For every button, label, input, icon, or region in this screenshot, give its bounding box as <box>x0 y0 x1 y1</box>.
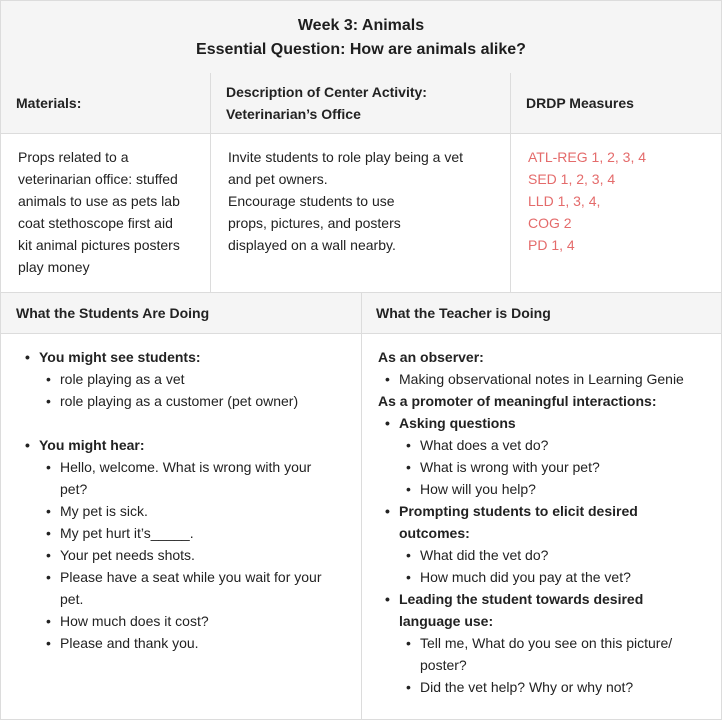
description-line: props, pictures, and posters <box>228 215 401 231</box>
leading-item <box>378 632 718 676</box>
hear-item-line: pet. <box>60 591 84 607</box>
leading-label-line: language use: <box>399 613 494 629</box>
leading-label-line: • Leading the student towards desired <box>399 591 644 607</box>
drdp-measure: SED 1, 2, 3, 4 <box>528 171 616 187</box>
col-divider-3 <box>361 293 362 719</box>
description-line: displayed on a wall nearby. <box>228 237 396 253</box>
see-students-label: • You might see students: <box>17 346 357 368</box>
materials-header-cell <box>1 73 210 133</box>
hear-item: • Please and thank you. <box>17 632 357 654</box>
title-band <box>1 1 721 74</box>
hear-label: • You might hear: <box>17 434 357 456</box>
drdp-measure: ATL-REG 1, 2, 3, 4 <box>528 149 647 165</box>
promoter-label: As a promoter of meaningful interactions: <box>378 393 657 409</box>
materials-line: kit animal pictures posters <box>18 237 180 253</box>
asking-item: • What is wrong with your pet? <box>378 456 718 478</box>
column-header-row <box>1 73 721 134</box>
hear-item: • My pet is sick. <box>17 500 357 522</box>
description-text <box>228 146 463 256</box>
leading-item-line: • Tell me, What do you see on this picture/ <box>420 635 673 651</box>
students-header: What the Students Are Doing <box>16 305 210 321</box>
description-header-line2: Veterinarian’s Office <box>226 106 361 122</box>
drdp-measure: LLD 1, 3, 4, <box>528 193 601 209</box>
prompting-label <box>378 500 718 544</box>
description-line: and pet owners. <box>228 171 328 187</box>
drdp-measure: PD 1, 4 <box>528 237 575 253</box>
materials-line: veterinarian office: stuffed <box>18 171 178 187</box>
hear-item: • My pet hurt it’s_____. <box>17 522 357 544</box>
prompting-item: • How much did you pay at the vet? <box>378 566 718 588</box>
materials-header: Materials: <box>16 95 82 111</box>
hear-item-line: • Please have a seat while you wait for your <box>60 569 322 585</box>
students-section <box>17 346 357 654</box>
description-header-cell <box>211 73 510 133</box>
drdp-header-cell <box>511 73 721 133</box>
see-item: • role playing as a customer (pet owner) <box>17 390 357 412</box>
hear-item-line: • Hello, welcome. What is wrong with your <box>60 459 312 475</box>
asking-item: • How will you help? <box>378 478 718 500</box>
hear-item: • Your pet needs shots. <box>17 544 357 566</box>
description-line: Invite students to role play being a vet <box>228 149 464 165</box>
description-header-line1: Description of Center Activity: <box>226 84 427 100</box>
hear-item <box>17 566 357 610</box>
teacher-section <box>378 346 718 698</box>
hear-item <box>17 456 357 500</box>
asking-questions-label: • Asking questions <box>378 412 718 434</box>
materials-text <box>18 146 180 278</box>
teacher-header: What the Teacher is Doing <box>376 305 551 321</box>
asking-item: • What does a vet do? <box>378 434 718 456</box>
prompting-label-line: outcomes: <box>399 525 470 541</box>
observer-item: • Making observational notes in Learning Genie <box>378 368 718 390</box>
prompting-item: • What did the vet do? <box>378 544 718 566</box>
drdp-measures-list <box>528 146 646 256</box>
hear-item-line: pet? <box>60 481 88 497</box>
materials-line: play money <box>18 259 90 275</box>
essential-question: Essential Question: How are animals alike? <box>196 41 526 58</box>
drdp-measure: COG 2 <box>528 215 572 231</box>
see-item: • role playing as a vet <box>17 368 357 390</box>
materials-line: animals to use as pets lab <box>18 193 180 209</box>
week-title: Week 3: Animals <box>297 17 425 34</box>
leading-label <box>378 588 718 632</box>
leading-item: • Did the vet help? Why or why not? <box>378 676 718 698</box>
drdp-header: DRDP Measures <box>526 95 634 111</box>
leading-item-line: poster? <box>420 657 467 673</box>
hear-item: • How much does it cost? <box>17 610 357 632</box>
prompting-label-line: • Prompting students to elicit desired <box>399 503 638 519</box>
observer-label: As an observer: <box>378 349 484 365</box>
materials-line: Props related to a <box>18 149 129 165</box>
description-line: Encourage students to use <box>228 193 395 209</box>
materials-line: coat stethoscope first aid <box>18 215 173 231</box>
materials-description-row <box>1 134 721 292</box>
